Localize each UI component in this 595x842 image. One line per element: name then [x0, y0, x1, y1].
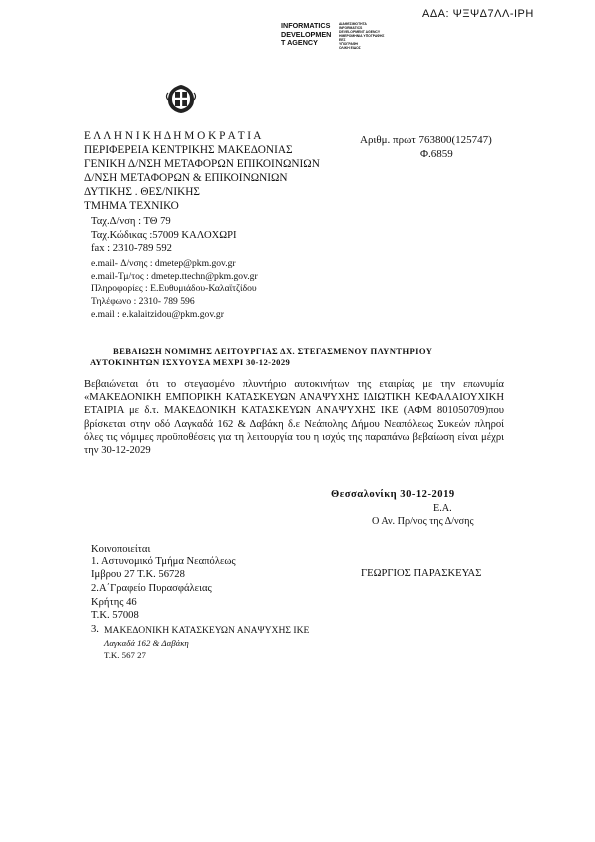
stamp-line: DEVELOPMENT AGENCY [339, 30, 381, 34]
logo-line: DEVELOPMEN [281, 29, 332, 39]
logo-line: T AGENCY [281, 38, 318, 48]
email-department: e.mail-Τμ/τος : dmetep.ttechn@pkm.gov.gr [91, 271, 258, 282]
info-contact: Πληροφορίες : Ε.Ευθυμιάδου-Καλαϊτζίδου [91, 283, 257, 294]
ada-code: ΑΔΑ: ΨΞΨΔ7ΛΛ-ΙΡΗ [422, 8, 534, 20]
address-fax: fax : 2310-789 592 [91, 243, 172, 254]
notify-title: Κοινοποιείται [91, 544, 151, 555]
file-number: Φ.6859 [420, 148, 453, 160]
header-department: ΤΜΗΜΑ ΤΕΧΝΙΚΟ [84, 200, 179, 212]
address-postcode: Ταχ.Κώδικας :57009 ΚΑΛΟΧΩΡΙ [91, 230, 237, 241]
digital-signature-stamp [339, 22, 384, 50]
header-region: ΠΕΡΙΦΕΡΕΙΑ ΚΕΝΤΡΙΚΗΣ ΜΑΚΕΔΟΝΙΑΣ [84, 144, 293, 156]
stamp-line: INFORMATICS [339, 26, 363, 30]
notify-item-2-street: Κρήτης 46 [91, 597, 137, 608]
notify-item-2-postcode: Τ.Κ. 57008 [91, 610, 139, 621]
greek-emblem-icon [165, 83, 197, 115]
notify-item-2: 2.Α΄Γραφείο Πυρασφάλειας [91, 583, 212, 594]
email-contact: e.mail : e.kalaitzidou@pkm.gov.gr [91, 309, 224, 320]
protocol-number: Αριθμ. πρωτ 763800(125747) [360, 134, 492, 146]
stamp-line: ΟΛΙΚΗ ΕΙΔΟΣ [339, 46, 361, 50]
issue-date: Θεσσαλονίκη 30-12-2019 [331, 489, 455, 500]
subject-line-1: ΒΕΒΑΙΩΣΗ ΝΟΜΙΜΗΣ ΛΕΙΤΟΥΡΓΙΑΣ ΔΧ. ΣΤΕΓΑΣΜΕΝΟΥ ΠΛΥΝΤΗΡΙΟΥ [113, 346, 433, 356]
subject-line-2: ΑΥΤΟΚΙΝΗΤΩΝ ΙΣΧΥΟΥΣΑ ΜΕΧΡΙ 30-12-2029 [90, 357, 291, 367]
notify-item-3-company: ΜΑΚΕΔΟΝΙΚΗ ΚΑΤΑΣΚΕΥΩΝ ΑΝΑΨΥΧΗΣ ΙΚΕ [104, 625, 310, 636]
header-west-thessaloniki: ΔΥΤΙΚΗΣ . ΘΕΣ/ΝΙΚΗΣ [84, 186, 200, 198]
header-republic: Ε Λ Λ Η Ν Ι Κ Η Δ Η Μ Ο Κ Ρ Α Τ Ι Α [84, 130, 262, 142]
signature-role: Ο Αν. Πρ/νος της Δ/νσης [372, 516, 474, 527]
stamp-line: ΕΕΣ [339, 38, 346, 42]
logo-line: INFORMATICS [281, 21, 331, 30]
email-directorate: e.mail- Δ/νσης : dmetep@pkm.gov.gr [91, 258, 236, 269]
stamp-line: ΥΠΟΓΡΑΦΗ [339, 42, 358, 46]
notify-item-1: 1. Αστυνομικό Τμήμα Νεαπόλεως [91, 556, 236, 567]
header-directorate: Δ/ΝΣΗ ΜΕΤΑΦΟΡΩΝ & ΕΠΙΚΟΙΝΩΝΙΩΝ [84, 172, 288, 184]
notify-item-3-street: Λαγκαδά 162 & Δαβάκη [104, 638, 189, 648]
notify-item-3-number: 3. [91, 624, 99, 635]
address-postal: Ταχ.Δ/νση : ΤΘ 79 [91, 216, 171, 227]
informatics-logo [281, 21, 332, 48]
stamp-line: ΔΙΑΘΕΣΙΜΟΤΗΤΑ [339, 22, 367, 26]
signature-name: ΓΕΩΡΓΙΟΣ ΠΑΡΑΣΚΕΥΑΣ [361, 568, 482, 579]
header-general-directorate: ΓΕΝΙΚΗ Δ/ΝΣΗ ΜΕΤΑΦΟΡΩΝ ΕΠΙΚΟΙΝΩΝΙΩΝ [84, 158, 320, 170]
certificate-body [84, 378, 504, 457]
stamp-line: ΗΜΕΡΟΜΗΝΙΑ ΥΠΟΓΡΑΦΗΣ [339, 34, 385, 38]
phone: Τηλέφωνο : 2310- 789 596 [91, 296, 195, 307]
notify-item-3-postcode: Τ.Κ. 567 27 [104, 650, 146, 660]
notify-item-1-address: Ιμβρου 27 Τ.Κ. 56728 [91, 569, 185, 580]
signature-ea: Ε.Α. [433, 503, 452, 514]
certificate-text: Βεβαιώνεται ότι το στεγασμένο πλυντήριο αυτοκινήτων της εταιρίας με την επωνυμία «ΜΑΚΕΔΟΝΙΚΗ ΕΜΠΟΡΙΚΗ ΚΑΤΑΣΚΕΥΩΝ ΑΝΑΨΥΧΗΣ ΙΔΙΩΤΙΚΗ ΚΕΦΑΛΑΙΟΥΧΙΚΗ ΕΤΑΙΡΙΑ με δ.τ. ΜΑΚΕΔΟΝΙΚΗ ΚΑΤΑΣΚΕΥΩΝ ΑΝΑΨΥΧΗΣ ΙΚΕ (ΑΦΜ 801050709)που βρίσκεται στην οδό Λαγκαδά 162 & Δαβάκη δ.ε Νεάπολης Δήμου Νεαπόλεως Συκεών πληροί όλες τις νόμιμες προϋποθέσεις για τη λειτουργία του η ισχύς της παραπάνω βεβαίωση είναι μέχρι την 30-12-2029 [84, 379, 504, 457]
